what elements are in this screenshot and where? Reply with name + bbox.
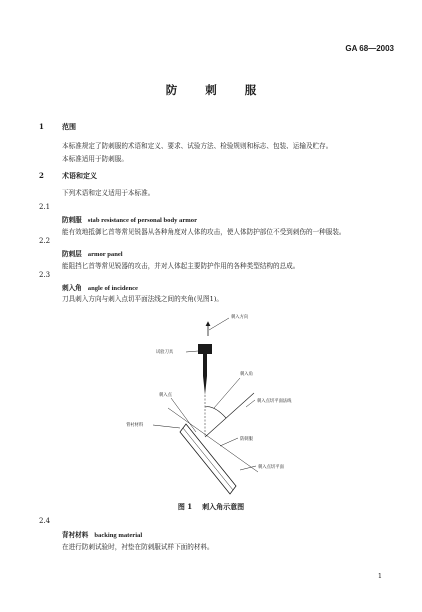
term-en: angle of incidence	[87, 285, 138, 292]
leader-line	[240, 466, 256, 470]
section-2-number: 2	[39, 171, 44, 180]
section-2-heading: 术语和定义	[62, 171, 97, 180]
label-normal: 刺入点切平面法线	[257, 399, 292, 404]
document-title: 防 刺 服	[165, 83, 269, 97]
leader-line	[209, 318, 229, 330]
backing-layer-line	[183, 428, 233, 490]
label-tool: 试验刀具	[156, 350, 174, 355]
term-cn: 刺入角	[62, 284, 82, 292]
term-definition: 能有效地抵御匕首等常见锐器从各种角度对人体的攻击，使人体防护部位不受到刺伤的一种服装。	[62, 228, 346, 236]
page-number: 1	[377, 572, 382, 580]
figure-caption-text: 刺入角示意图	[202, 502, 245, 511]
angle-arc	[205, 407, 226, 418]
section-1-paragraph: 本标准规定了防刺服的术语和定义、要求、试验方法、检验规则和标志、包装、运输及贮存。	[62, 142, 333, 150]
leader-line	[246, 400, 255, 407]
term-en: armor panel	[87, 251, 123, 258]
term-definition: 刀具刺入方向与刺入点切平面法线之间的夹角(见图1)。	[62, 295, 223, 303]
label-backing: 背衬材料	[126, 423, 144, 428]
figure-caption-number: 图 1	[177, 502, 193, 511]
leader-line	[214, 378, 240, 408]
leader-line	[186, 351, 198, 352]
section-1-paragraph: 本标准适用于防刺服。	[62, 155, 128, 163]
term-definition: 在进行防刺试验时，衬垫在防刺服试样下面的材料。	[62, 543, 214, 551]
term-en: stab resistance of personal body armor	[87, 217, 197, 224]
section-2-intro: 下列术语和定义适用于本标准。	[62, 189, 155, 197]
test-tool-blade	[203, 376, 207, 395]
test-tool-shank	[203, 354, 207, 376]
term-en: backing material	[94, 532, 143, 539]
label-angle: 刺入角	[240, 372, 253, 377]
label-point: 刺入点	[159, 393, 172, 398]
label-direction: 刺入方向	[231, 315, 249, 320]
term-number: 2.3	[39, 271, 51, 279]
term-cn: 防刺服	[62, 216, 82, 224]
term-cn: 防刺层	[62, 250, 82, 258]
section-1-number: 1	[39, 122, 44, 131]
label-armor: 防刺服	[240, 437, 253, 442]
term-number: 2.4	[39, 517, 51, 525]
normal-line	[205, 393, 254, 437]
term-number: 2.1	[39, 203, 51, 211]
label-plane: 刺入点切平面	[258, 465, 284, 470]
standard-code: GA 68—2003	[345, 44, 394, 53]
term-definition: 能阻挡匕首等常见锐器的攻击，并对人体起主要防护作用的各种类型结构的总成。	[62, 262, 300, 270]
leader-line	[153, 425, 180, 428]
section-1-heading: 范围	[62, 122, 76, 131]
term-cn: 背衬材料	[62, 531, 89, 539]
test-tool-handle	[198, 344, 212, 354]
term-heading	[62, 529, 142, 539]
figure-caption	[0, 502, 422, 512]
leader-line	[220, 438, 238, 446]
term-number: 2.2	[39, 237, 51, 245]
